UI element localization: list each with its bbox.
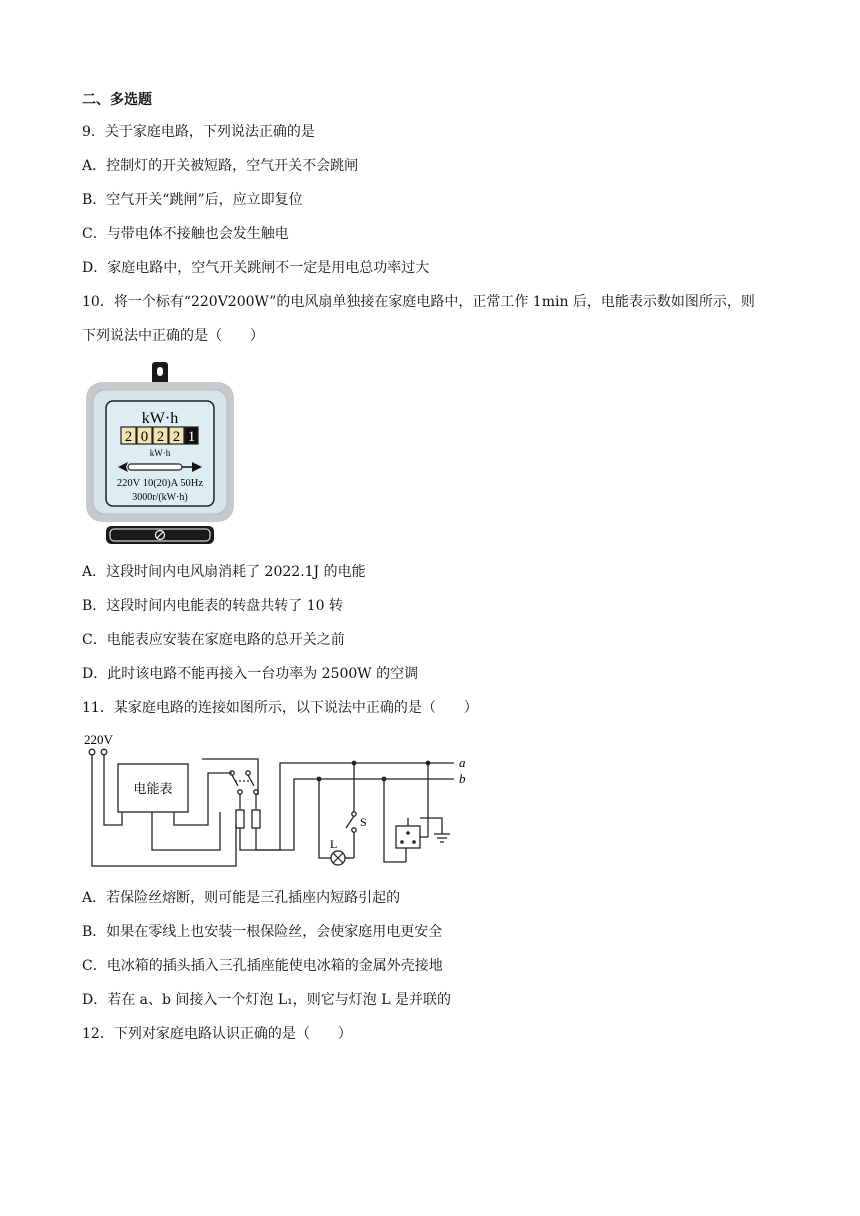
question-11-option-a: A．若保险丝熔断，则可能是三孔插座内短路引起的 — [82, 890, 401, 906]
wire-b-label: b — [459, 771, 466, 786]
question-9-stem: 9．关于家庭电路，下列说法正确的是 — [82, 124, 315, 140]
lamp-icon — [331, 851, 345, 865]
meter-digit-1 — [121, 427, 136, 445]
section-heading: 二、多选题 — [82, 92, 152, 108]
question-10-option-d: D．此时该电路不能再接入一台功率为 2500W 的空调 — [82, 666, 419, 682]
question-11-stem: 11．某家庭电路的连接如图所示，以下说法中正确的是（ ） — [82, 700, 478, 716]
meter-digit-3 — [153, 427, 168, 445]
question-12-stem: 12．下列对家庭电路认识正确的是（ ） — [82, 1026, 352, 1042]
question-10-stem-line-2: 下列说法中正确的是（ ） — [82, 328, 264, 344]
circuit-meter-label: 电能表 — [133, 781, 173, 796]
question-11-option-c: C．电冰箱的插头插入三孔插座能使电冰箱的金属外壳接地 — [82, 958, 443, 974]
question-10-option-b: B．这段时间内电能表的转盘共转了 10 转 — [82, 598, 344, 614]
question-9-option-b: B．空气开关“跳闸”后，应立即复位 — [82, 192, 303, 208]
svg-text:0: 0 — [140, 429, 149, 445]
three-pin-socket-icon — [396, 826, 420, 848]
question-9-option-d: D．家庭电路中，空气开关跳闸不一定是用电总功率过大 — [82, 260, 430, 276]
meter-digit-decimal — [185, 427, 198, 445]
svg-text:2: 2 — [172, 429, 181, 445]
svg-text:2: 2 — [124, 429, 133, 445]
electricity-meter-figure — [82, 362, 238, 552]
question-9-option-a: A．控制灯的开关被短路，空气开关不会跳闸 — [82, 158, 359, 174]
circuit-voltage-label: 220V — [84, 732, 113, 747]
question-10-option-a: A．这段时间内电风扇消耗了 2022.1J 的电能 — [82, 564, 366, 580]
question-11-option-b: B．如果在零线上也安装一根保险丝，会使家庭用电更安全 — [82, 924, 443, 940]
meter-rating: 220V 10(20)A 50Hz — [116, 478, 204, 489]
question-11-option-d: D．若在 a、b 间接入一个灯泡 L₁，则它与灯泡 L 是并联的 — [82, 992, 451, 1008]
question-9-option-c: C．与带电体不接触也会发生触电 — [82, 226, 289, 242]
svg-text:2: 2 — [156, 429, 165, 445]
lamp-l-label: L — [330, 837, 338, 851]
household-circuit-figure — [82, 730, 482, 880]
meter-unit-top: kW·h — [141, 410, 179, 427]
switch-s-label: S — [360, 815, 367, 829]
wire-a-label: a — [459, 755, 466, 770]
svg-text:1: 1 — [187, 429, 196, 445]
question-10-option-c: C．电能表应安装在家庭电路的总开关之前 — [82, 632, 345, 648]
meter-digit-4 — [169, 427, 184, 445]
meter-constant: 3000r/(kW·h) — [132, 492, 188, 503]
meter-unit-small: kW·h — [149, 448, 171, 458]
question-10-stem-line-1: 10．将一个标有“220V200W”的电风扇单独接在家庭电路中，正常工作 1min 后，电能表示数如图所示，则 — [82, 294, 755, 310]
meter-digit-2 — [137, 427, 152, 445]
